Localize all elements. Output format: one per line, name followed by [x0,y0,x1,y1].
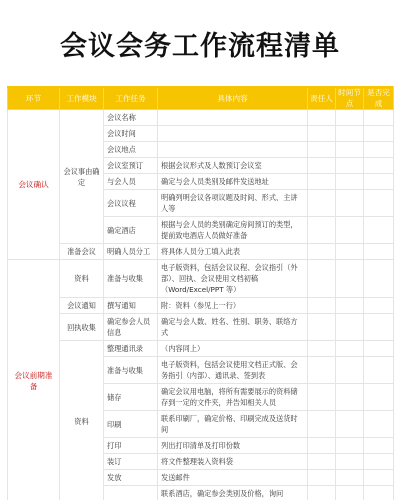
owner-cell[interactable] [308,260,336,298]
table-header-row [8,87,394,110]
table-row [8,314,394,341]
deadline-cell[interactable] [336,174,364,190]
content-cell: 附：资料（参见上一行） [158,298,308,314]
content-cell: 明确列明会议各项议题及时间、形式、主讲人等 [158,190,308,217]
deadline-cell[interactable] [336,110,364,126]
deadline-cell[interactable] [336,357,364,384]
owner-cell[interactable] [308,438,336,454]
done-cell[interactable] [364,142,394,158]
task-cell: 确定酒店 [104,217,158,244]
content-cell: 根据会议形式及人数预订会议室 [158,158,308,174]
page-title: 会议会务工作流程清单 [60,30,340,62]
done-cell[interactable] [364,298,394,314]
module-cell: 回执收集 [60,314,104,341]
deadline-cell[interactable] [336,438,364,454]
deadline-cell[interactable] [336,158,364,174]
owner-cell[interactable] [308,454,336,470]
content-cell: 确定与会人员类别及邮件发送地址 [158,174,308,190]
done-cell[interactable] [364,314,394,341]
task-cell: 发放 [104,470,158,486]
owner-cell[interactable] [308,486,336,500]
task-cell: 与会人员 [104,174,158,190]
task-cell: 装订 [104,454,158,470]
deadline-cell[interactable] [336,486,364,500]
done-cell[interactable] [364,411,394,438]
done-cell[interactable] [364,470,394,486]
owner-cell[interactable] [308,341,336,357]
owner-cell[interactable] [308,244,336,260]
done-cell[interactable] [364,174,394,190]
done-cell[interactable] [364,486,394,500]
owner-cell[interactable] [308,470,336,486]
owner-cell[interactable] [308,357,336,384]
table-row [8,260,394,298]
owner-cell[interactable] [308,158,336,174]
done-cell[interactable] [364,126,394,142]
table-row [8,110,394,126]
task-cell: 会议时间 [104,126,158,142]
deadline-cell[interactable] [336,142,364,158]
deadline-cell[interactable] [336,470,364,486]
header-owner: 责任人 [308,87,336,110]
done-cell[interactable] [364,260,394,298]
content-cell: 电子版资料，包括会议议程、会议指引（外部）、回执、会议使用文档初稿（Word/Excel/PPT 等） [158,260,308,298]
phase-cell: 会议确认 [8,110,60,260]
content-cell [158,142,308,158]
done-cell[interactable] [364,357,394,384]
module-cell: 准备会议 [60,244,104,260]
header-content: 具体内容 [158,87,308,110]
task-cell: 会议室预订 [104,158,158,174]
task-cell: 储存 [104,384,158,411]
content-cell: 电子版资料，包括会议使用文档正式版、会务指引（内部）、通讯录、签到表 [158,357,308,384]
content-cell: 根据与会人员的类别确定房间预订的类型，提前致电酒店人员做好准备 [158,217,308,244]
done-cell[interactable] [364,110,394,126]
task-cell [104,486,158,500]
task-cell: 撰写通知 [104,298,158,314]
task-cell: 准备与收集 [104,357,158,384]
owner-cell[interactable] [308,217,336,244]
done-cell[interactable] [364,384,394,411]
done-cell[interactable] [364,454,394,470]
owner-cell[interactable] [308,110,336,126]
task-cell: 明确人员分工 [104,244,158,260]
owner-cell[interactable] [308,298,336,314]
content-cell: 将文件整理装入资料袋 [158,454,308,470]
task-cell: 确定参会人员信息 [104,314,158,341]
content-cell: 联系印刷厂，确定价格、印刷完成及送货时间 [158,411,308,438]
deadline-cell[interactable] [336,217,364,244]
header-phase: 环节 [8,87,60,110]
task-cell: 整理通讯录 [104,341,158,357]
task-cell: 会议议程 [104,190,158,217]
module-cell: 会议事由确定 [60,110,104,244]
content-cell [158,110,308,126]
deadline-cell[interactable] [336,341,364,357]
table-row [8,341,394,357]
deadline-cell[interactable] [336,244,364,260]
task-cell: 打印 [104,438,158,454]
owner-cell[interactable] [308,314,336,341]
owner-cell[interactable] [308,411,336,438]
task-cell: 会议名称 [104,110,158,126]
done-cell[interactable] [364,341,394,357]
content-cell [158,126,308,142]
header-deadline: 时间节点 [336,87,364,110]
deadline-cell[interactable] [336,314,364,341]
deadline-cell[interactable] [336,411,364,438]
done-cell[interactable] [364,158,394,174]
done-cell[interactable] [364,244,394,260]
deadline-cell[interactable] [336,298,364,314]
done-cell[interactable] [364,217,394,244]
done-cell[interactable] [364,190,394,217]
owner-cell[interactable] [308,190,336,217]
owner-cell[interactable] [308,126,336,142]
module-cell: 会议通知 [60,298,104,314]
deadline-cell[interactable] [336,126,364,142]
content-cell: 发送邮件 [158,470,308,486]
header-done: 是否完成 [364,87,394,110]
owner-cell[interactable] [308,174,336,190]
task-cell: 印刷 [104,411,158,438]
content-cell: 联系酒店，确定参会类别及价格，询问 [158,486,308,500]
title-underline [7,86,393,88]
deadline-cell[interactable] [336,454,364,470]
phase-cell: 会议前期准备 [8,260,60,500]
module-cell: 资料 [60,260,104,298]
content-cell: （内容同上） [158,341,308,357]
content-cell: 确定会议用电脑，将所有需要展示的资料储存到一定的文件夹，并告知相关人员 [158,384,308,411]
content-cell: 列出打印清单及打印份数 [158,438,308,454]
owner-cell[interactable] [308,384,336,411]
done-cell[interactable] [364,438,394,454]
header-task: 工作任务 [104,87,158,110]
workflow-table [7,86,394,500]
deadline-cell[interactable] [336,260,364,298]
content-cell: 将具体人员分工填入此表 [158,244,308,260]
deadline-cell[interactable] [336,384,364,411]
owner-cell[interactable] [308,142,336,158]
deadline-cell[interactable] [336,190,364,217]
content-cell: 确定与会人数、姓名、性别、职务、联络方式 [158,314,308,341]
module-cell: 资料 [60,341,104,500]
task-cell: 会议地点 [104,142,158,158]
table-row [8,244,394,260]
task-cell: 准备与收集 [104,260,158,298]
header-module: 工作模块 [60,87,104,110]
table-row [8,298,394,314]
